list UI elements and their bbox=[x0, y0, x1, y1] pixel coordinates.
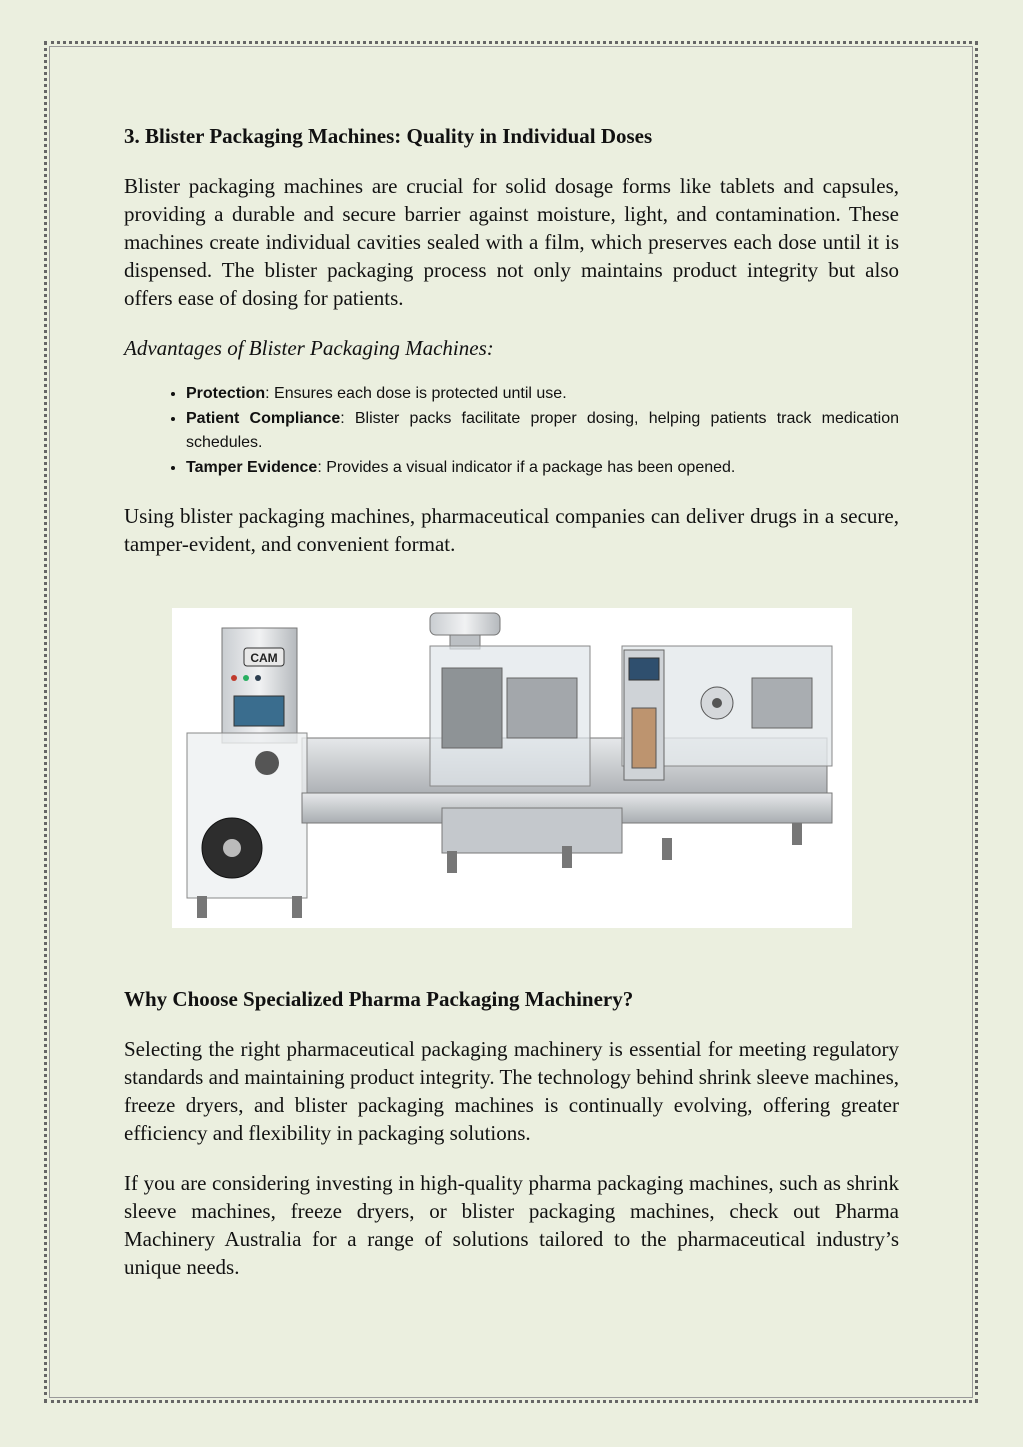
advantage-desc: : Provides a visual indicator if a package has been opened. bbox=[317, 459, 736, 476]
intro-paragraph: Blister packaging machines are crucial for solid dosage forms like tablets and capsules, providing a durable and secure barrier against moisture, light, and contamination. These machines create individual cavities sealed with a film, which preserves each dose until it is dispensed. The blister packaging process not only maintains product integrity but also offers ease of dosing for patients. bbox=[124, 174, 899, 310]
section-heading-why-choose: Why Choose Specialized Pharma Packaging Machinery? bbox=[124, 987, 634, 1011]
advantage-desc: : Ensures each dose is protected until use. bbox=[265, 385, 567, 402]
advantage-term: Patient Compliance bbox=[186, 410, 341, 427]
section-blister bbox=[124, 122, 899, 928]
advantage-desc: : Blister packs facilitate proper dosing, helping patients track medication schedules. bbox=[186, 410, 899, 451]
closing-paragraph: Using blister packaging machines, pharmaceutical companies can deliver drugs in a secure, tamper-evident, and convenient format. bbox=[124, 504, 899, 556]
advantages-list bbox=[124, 382, 899, 480]
list-item bbox=[186, 407, 899, 455]
advantage-term: Protection bbox=[186, 385, 266, 402]
machine-illustration bbox=[172, 608, 852, 928]
why-choose-paragraph-1: Selecting the right pharmaceutical packaging machinery is essential for meeting regulatory standards and maintaining product integrity. The technology behind shrink sleeve machines, freeze dryers, and blister packaging machines is continually evolving, offering greater efficiency and flexibility in packaging solutions. bbox=[124, 1037, 899, 1145]
brand-label: CAM bbox=[250, 651, 278, 665]
blister-machine-image bbox=[172, 608, 852, 928]
advantages-heading: Advantages of Blister Packaging Machines: bbox=[124, 336, 494, 360]
why-choose-paragraph-2: If you are considering investing in high-quality pharma packaging machines, such as shrink sleeve machines, freeze dryers, or blister packaging machines, check out Pharma Machinery Australia for a range of solutions tailored to the pharmaceutical industry’s unique needs. bbox=[124, 1171, 899, 1279]
section-why-choose bbox=[124, 985, 899, 1303]
list-item bbox=[186, 456, 899, 480]
advantage-term: Tamper Evidence bbox=[186, 459, 318, 476]
list-item bbox=[186, 382, 899, 406]
section-heading-blister: 3. Blister Packaging Machines: Quality in Individual Doses bbox=[124, 124, 653, 148]
